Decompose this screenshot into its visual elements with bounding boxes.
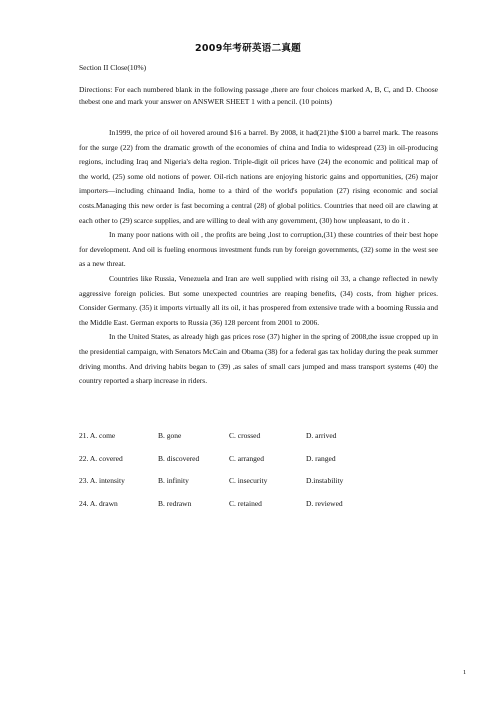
option-b: B. gone [158, 431, 182, 440]
directions-text: Directions: For each numbered blank in the following passage ,there are four choices marked A, B, C, and D. Choose thebest one and mark your answer on ANSWER SHEET 1 with a pencil. (10 points) [79, 85, 438, 106]
option-b: B. discovered [158, 453, 200, 463]
option-b: B. infinity [158, 476, 189, 486]
option-a: 22. A. covered [79, 453, 123, 463]
option-row-24 [79, 498, 438, 521]
option-row-23 [79, 475, 438, 498]
option-d: D. reviewed [306, 498, 343, 508]
option-d: D. ranged [306, 453, 336, 463]
answer-options [79, 430, 438, 520]
page-title: 2009年考研英语二真题 [194, 43, 302, 54]
page-number: 1 [463, 669, 467, 676]
option-d: D. arrived [306, 431, 337, 440]
option-c: C. crossed [229, 431, 261, 440]
section-heading: Section II Close(10%) [79, 63, 147, 72]
option-a: 21. A. come [79, 431, 116, 440]
option-row-21 [79, 430, 438, 453]
passage-paragraph-2: In many poor nations with oil , the profits are being ,lost to corruption,(31) these countries of their best hope for development. And oil is fueling enormous investment funds run by foreign governments, (32) some in the west see as a new threat. [79, 230, 438, 269]
passage-paragraph-1: In1999, the price of oil hovered around $16 a barrel. By 2008, it had(21)the $100 a barrel mark. The reasons for the surge (22) from the dramatic growth of the economies of china and India to widespread (23) in oil-producing regions, including Iraq and Nigeria's delta region. Triple-digit oil prices have (24) the economic and political map of the world, (25) some old notions of power. Oil-rich nations are enjoying historic gains and opportunities, (26) major importers—including chinaand India, home to a third of the world's population (27) rising economic and social costs.Managing this new order is fast becoming a central (28) of global politics. Countries that need oil are clawing at each other to (29) scarce supplies, and are willing to deal with any government, (30) how unpleasant, to do it . [79, 128, 438, 225]
option-c: C. arranged [229, 453, 264, 463]
passage [79, 126, 438, 389]
option-c: C. insecurity [229, 476, 268, 486]
option-row-22 [79, 453, 438, 476]
option-d: D.instability [306, 476, 344, 486]
option-b: B. redrawn [158, 498, 192, 508]
option-a: 24. A. drawn [79, 498, 118, 508]
option-a: 23. A. intensity [79, 476, 125, 486]
option-c: C. retained [229, 498, 262, 508]
passage-paragraph-4: In the United States, as already high gas prices rose (37) higher in the spring of 2008,the issue cropped up in the presidential campaign, with Senators McCain and Obama (38) for a federal gas tax holiday during the peak summer driving months. And driving habits began to (39) ,as sales of small cars jumped and mass transport systems (40) the country reported a sharp increase in riders. [79, 332, 438, 386]
passage-paragraph-3: Countries like Russia, Venezuela and Iran are well supplied with rising oil 33, a change reflected in newly aggressive foreign policies. But some unexpected countries are reaping benefits, (34) costs, from higher prices. Consider Germany. (35) it imports virtually all its oil, it has prospered from extensive trade with a booming Russia and the Middle East. German exports to Russia (36) 128 percent from 2001 to 2006. [79, 273, 438, 327]
